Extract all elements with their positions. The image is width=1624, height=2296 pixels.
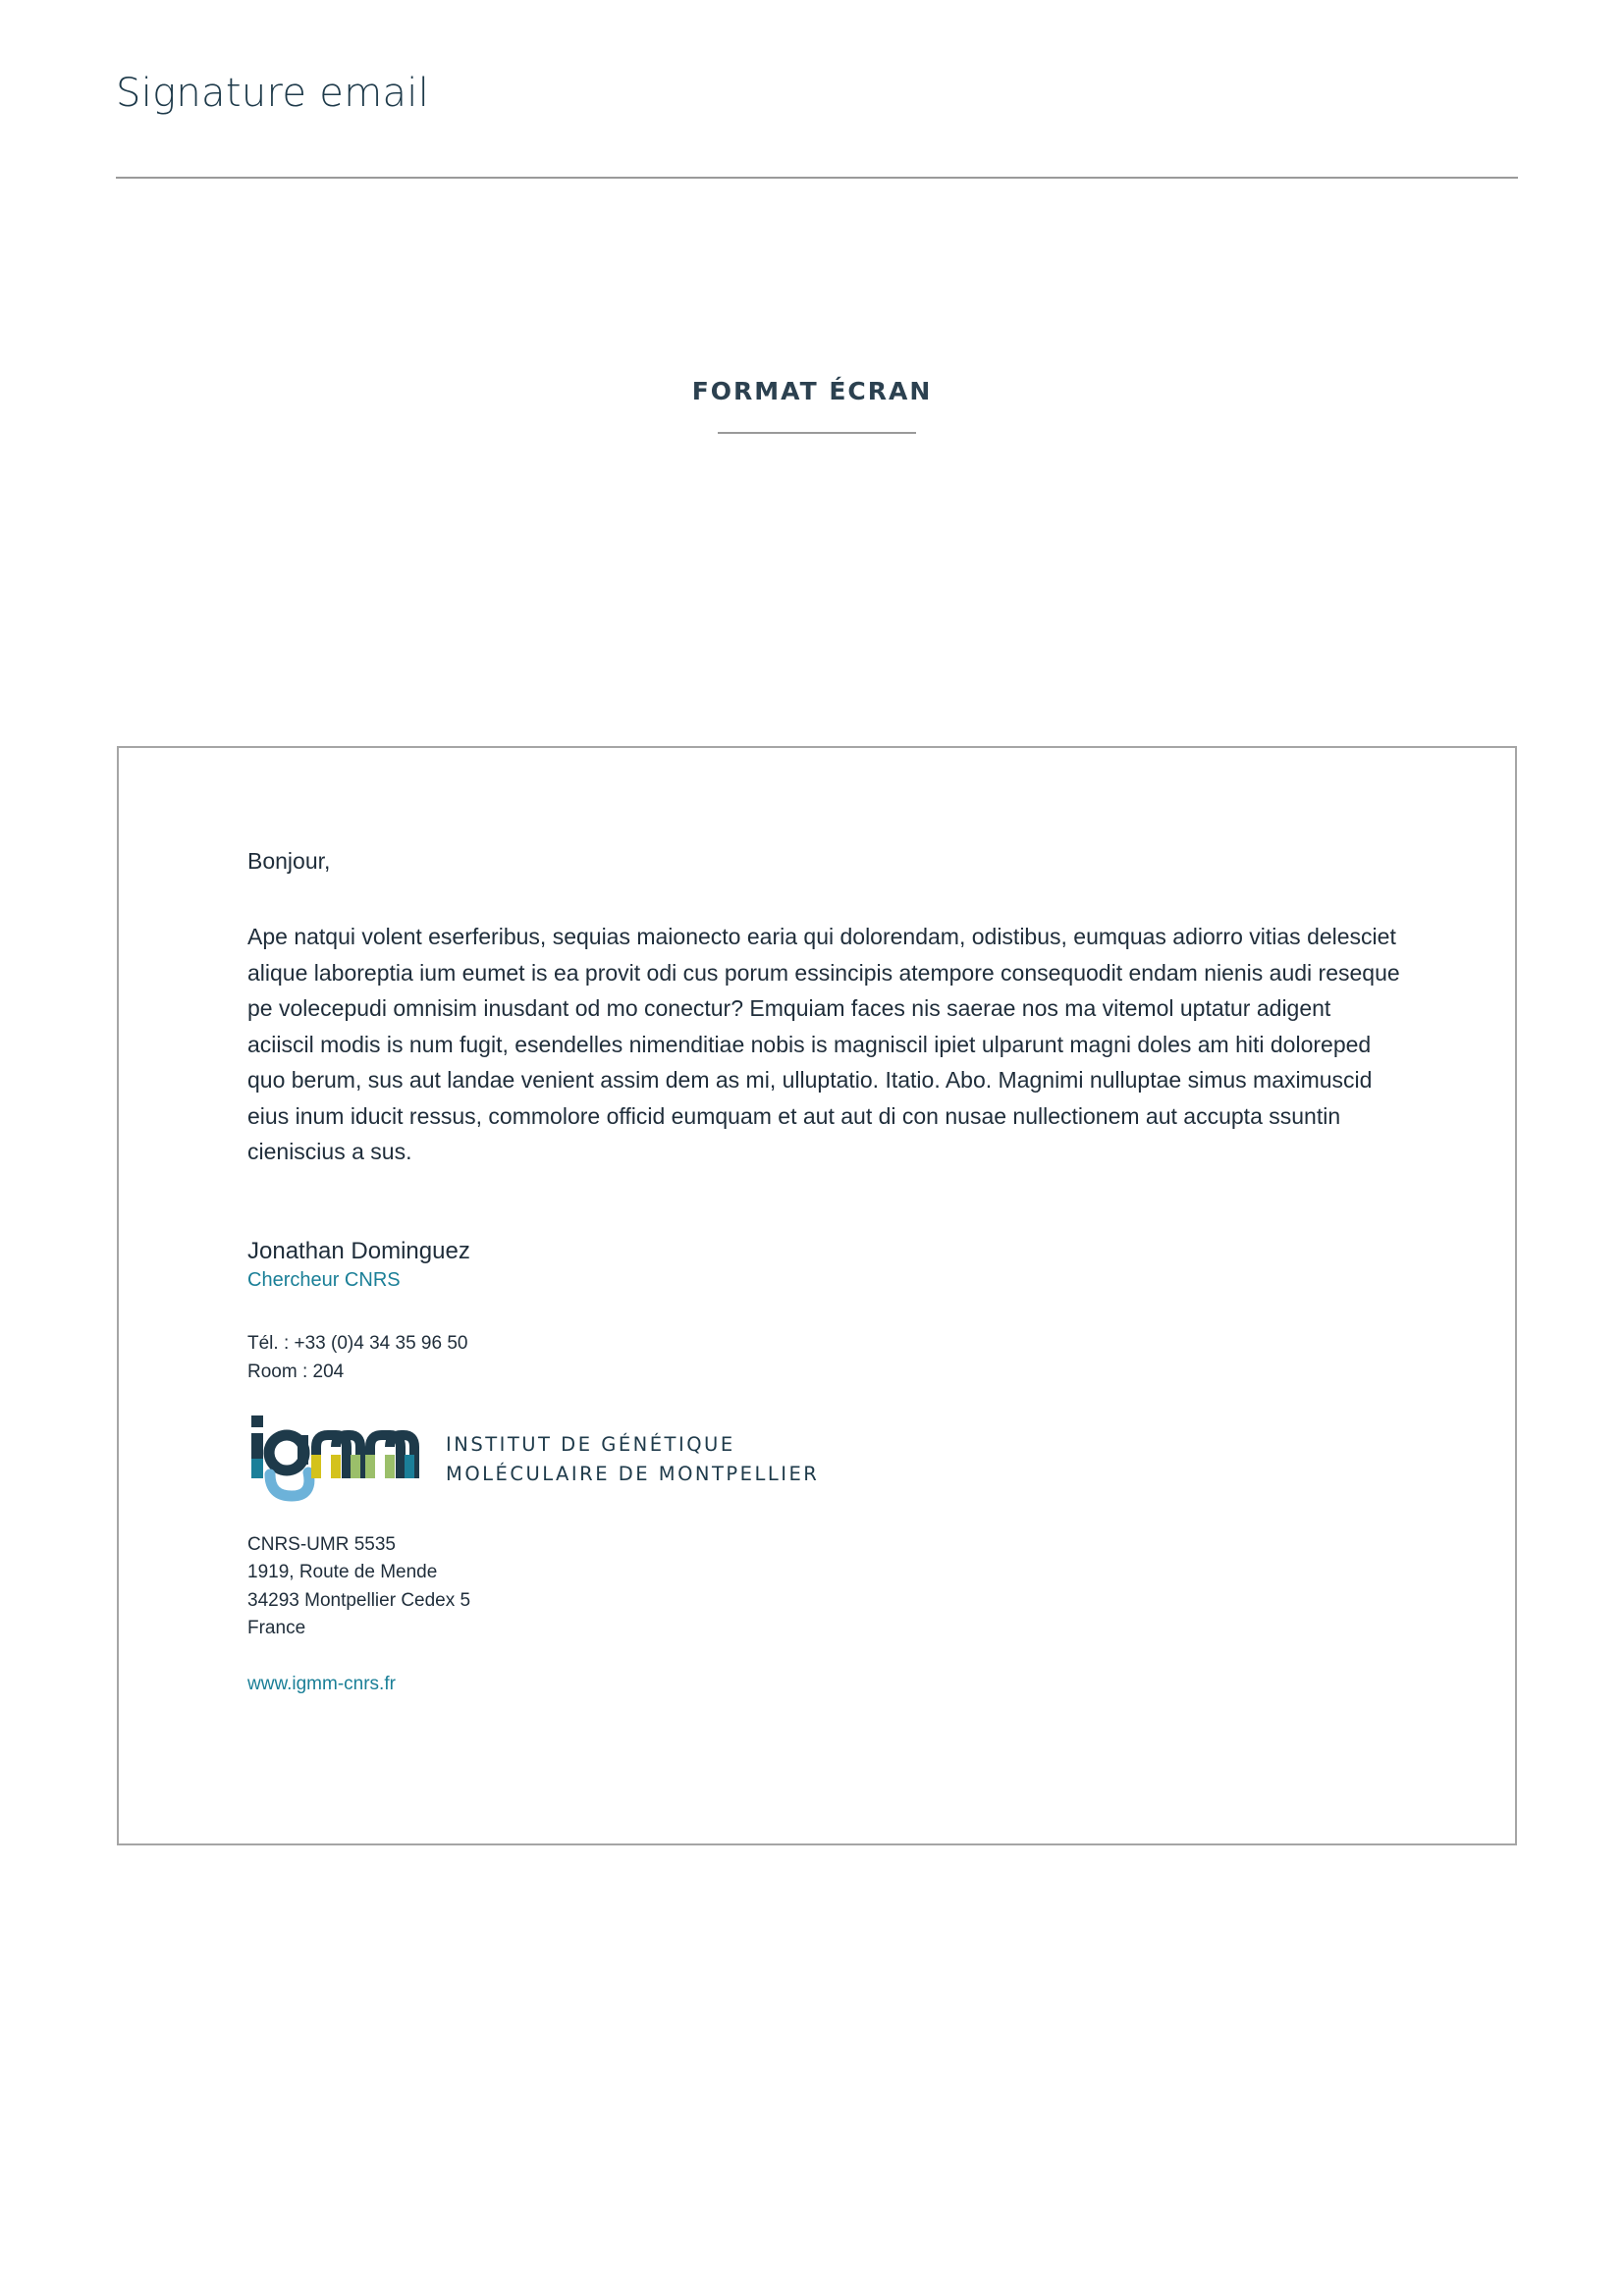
igmm-logo bbox=[247, 1415, 1406, 1504]
email-body: Ape natqui volent eserferibus, sequias maionecto earia qui dolorendam, odistibus, eumquas adiorro vitias delesciet alique laboreptia ium eumet is ea provit odi cus porum essincipis atempore consequodit endam nienis audi reseque pe volecepudi omnisim inusdant od mo conectur? Emquiam faces nis saerae nos ma vitemol uptatur adigent aciiscil modis is num fugit, esendelles nimenditiae nobis is magniscil ipiet ulparunt magni doles am hiti doloreped quo berum, sus aut landae venient assim dem as mi, ulluptatio. Itatio. Abo. Magnimi nulluptae simus maximuscid eius inum iducit ressus, commolore officid eumquam et aut aut di con nusae nullectionem aut accupta ssuntin cieniscius a sus. bbox=[247, 924, 1400, 1164]
address-line: France bbox=[247, 1618, 306, 1638]
address-line: 34293 Montpellier Cedex 5 bbox=[247, 1589, 471, 1611]
email-greeting: Bonjour, bbox=[247, 848, 331, 874]
email-preview-frame bbox=[117, 746, 1517, 1845]
logo-text-line1: INSTITUT DE GÉNÉTIQUE bbox=[446, 1432, 735, 1456]
logo-text-line2: MOLÉCULAIRE DE MONTPELLIER bbox=[446, 1462, 820, 1485]
email-content bbox=[247, 846, 1406, 1698]
page-title: Signature email bbox=[116, 71, 430, 116]
section-title: FORMAT ÉCRAN bbox=[691, 377, 933, 405]
signature-name: Jonathan Dominguez bbox=[247, 1237, 470, 1264]
igmm-logo-mark-icon bbox=[247, 1415, 426, 1504]
address-line: CNRS-UMR 5535 bbox=[247, 1533, 396, 1555]
signature-contact bbox=[247, 1329, 1406, 1386]
address-line: 1919, Route de Mende bbox=[247, 1562, 438, 1582]
signature-phone: Tél. : +33 (0)4 34 35 96 50 bbox=[247, 1332, 468, 1354]
signature-room: Room : 204 bbox=[247, 1361, 345, 1382]
signature-address bbox=[247, 1531, 1406, 1643]
section-divider bbox=[718, 432, 916, 434]
signature-role: Chercheur CNRS bbox=[247, 1268, 401, 1291]
header-divider bbox=[116, 177, 1518, 179]
website-link[interactable]: www.igmm-cnrs.fr bbox=[247, 1673, 396, 1694]
igmm-logo-text bbox=[446, 1430, 819, 1489]
